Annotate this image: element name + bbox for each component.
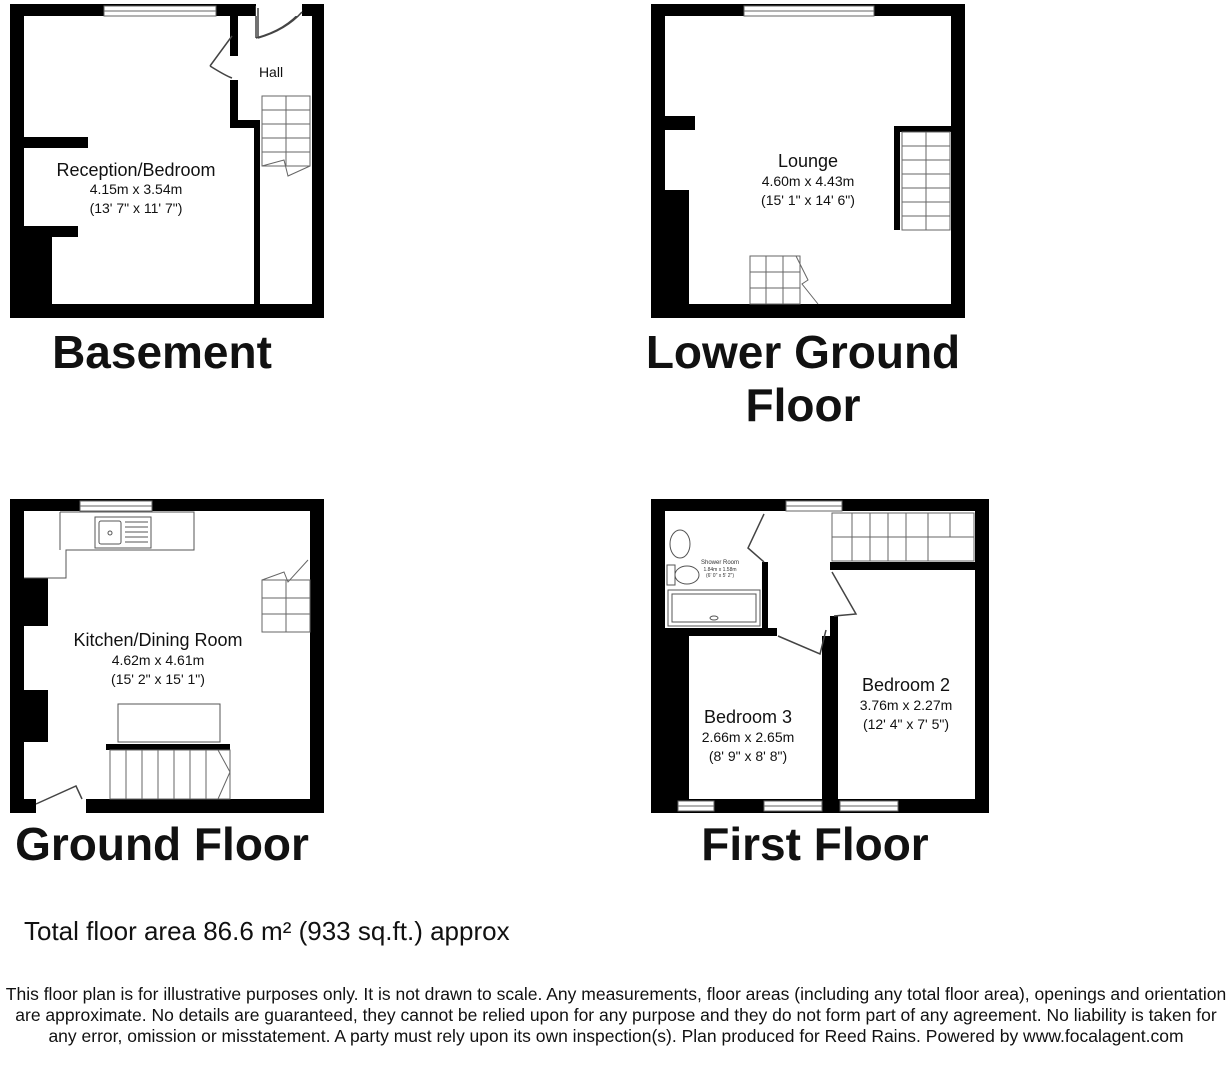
first-chimney-breast: [665, 636, 689, 799]
hall-label: Hall: [258, 64, 284, 80]
disclaimer-text: This floor plan is for illustrative purposes only. It is not drawn to scale. Any measurements, floor areas (including any total floor area), openings and orientation are approximate. No details are guaranteed, they cannot be relied upon for any purpose and they do not form part of any agreement. No liability is taken for any error, omission or misstatement. A party must rely upon its own inspection(s). Plan produced for Reed Rains. Powered by www.focalagent.com: [5, 984, 1227, 1046]
lounge-size-m: 4.60m x 4.43m: [761, 173, 855, 189]
kitchen-dining-size-m: 4.62m x 4.61m: [111, 652, 205, 668]
lower-ground-title-line1: Lower Ground: [645, 326, 961, 378]
bedroom2-door: [832, 572, 856, 616]
bedroom3-size-m: 2.66m x 2.65m: [701, 729, 795, 745]
lower-ground-stairs-bottom: [750, 256, 818, 304]
dining-table: [118, 704, 220, 742]
ground-floor-plan: [10, 499, 324, 870]
bedroom2-name: Bedroom 2: [861, 675, 951, 695]
lounge-size-ft: (15' 1" x 14' 6"): [761, 192, 855, 208]
bedroom3-name: Bedroom 3: [703, 707, 793, 727]
total-floor-area: Total floor area 86.6 m² (933 sq.ft.) approx: [24, 916, 510, 946]
lower-ground-plan: [646, 4, 965, 431]
bedroom3-size-ft: (8' 9" x 8' 8"): [708, 748, 788, 764]
first-floor-title: First Floor: [701, 818, 929, 870]
bedroom2-wall: [830, 616, 838, 799]
shower-room-size-ft: (6' 0" x 5' 2"): [706, 573, 734, 579]
reception-bedroom-size-ft: (13' 7" x 11' 7"): [89, 200, 183, 216]
shower-room-wall-right: [762, 562, 768, 628]
basement-wall-stub-lower: [24, 226, 78, 237]
lounge-name: Lounge: [777, 151, 839, 171]
reception-bedroom-name: Reception/Bedroom: [56, 160, 216, 180]
bedroom3-wall-right: [822, 636, 830, 799]
ground-floor-title: Ground Floor: [15, 818, 309, 870]
first-outer-walls: [651, 499, 989, 813]
basement-plan: [10, 4, 324, 378]
basement-wall-stub-upper: [24, 137, 88, 148]
shower-room-size-m: 1.84m x 1.58m: [703, 567, 737, 573]
shower-room-door: [748, 514, 764, 562]
lower-ground-stair-wall: [894, 126, 951, 132]
bedroom3-door: [778, 630, 826, 654]
kitchen-worktop: [24, 512, 194, 578]
shower-room-wall-bottom: [665, 628, 777, 636]
bedroom2-size-m: 3.76m x 2.27m: [859, 697, 953, 713]
ground-chimney-lower: [24, 690, 48, 742]
basement-stairs: [262, 96, 310, 176]
reception-bedroom-size-m: 4.15m x 3.54m: [89, 181, 183, 197]
lower-ground-stairs-right: [902, 132, 950, 230]
lower-ground-title-line2: Floor: [745, 379, 861, 431]
ground-chimney-upper: [24, 578, 48, 626]
lower-ground-stub: [665, 116, 695, 130]
first-stairs: [832, 513, 974, 561]
basin-icon: [670, 530, 690, 558]
basement-title: Basement: [52, 326, 272, 378]
ground-stairs-bottom: [110, 750, 230, 799]
sink-icon: [95, 517, 151, 548]
lower-ground-chimney-breast: [665, 190, 689, 304]
toilet-icon: [667, 565, 699, 585]
kitchen-dining-size-ft: (15' 2" x 15' 1"): [111, 671, 205, 687]
basement-chimney-breast: [24, 236, 52, 304]
kitchen-dining-name: Kitchen/Dining Room: [73, 630, 243, 650]
shower-room-name: Shower Room: [700, 560, 740, 566]
first-floor-plan: [651, 499, 989, 870]
ground-stair-wall: [106, 744, 230, 750]
shower-tray-icon: [668, 590, 760, 626]
basement-hall-door: [210, 36, 232, 78]
bedroom2-size-ft: (12' 4" x 7' 5"): [862, 716, 950, 732]
ground-stairs-right: [262, 560, 310, 632]
first-landing-wall: [830, 562, 975, 570]
basement-hall-partition: [254, 120, 260, 304]
